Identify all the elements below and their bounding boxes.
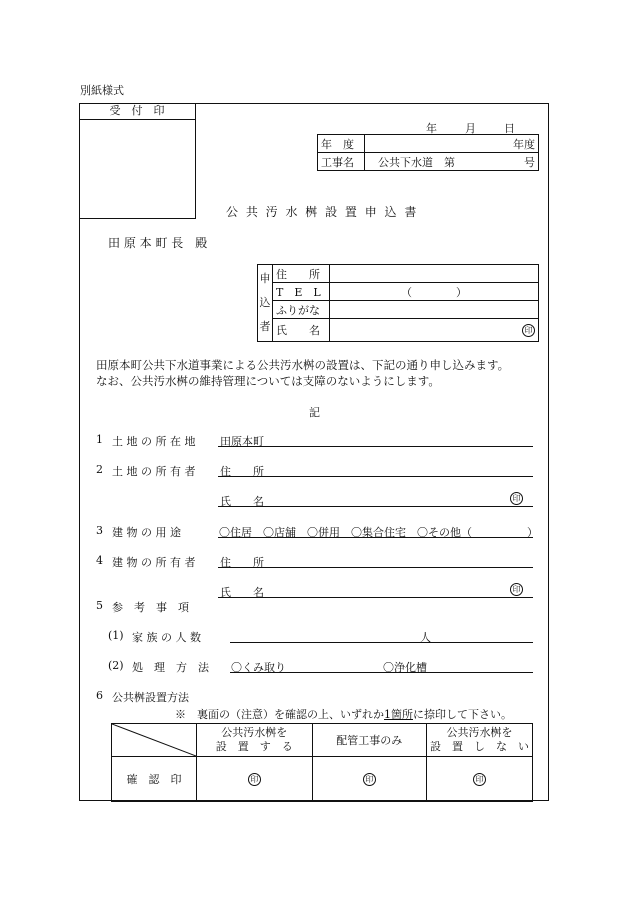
confirm-seal-cell-3[interactable]: [427, 757, 533, 802]
item1-value: 田原本町: [220, 435, 264, 448]
item6-label: 公共桝設置方法: [112, 691, 189, 704]
tel-field[interactable]: （ ）: [330, 283, 539, 301]
furigana-label: ふりがな: [273, 301, 330, 319]
applicant-table: [257, 264, 539, 342]
item5-num: 5: [96, 599, 103, 612]
item3-num: 3: [96, 524, 103, 537]
item2-address-label: 住 所: [220, 465, 264, 478]
address-field[interactable]: [330, 265, 539, 283]
header-table: [317, 134, 539, 171]
seal-icon: 印: [510, 492, 523, 505]
item5-2-num: (2): [108, 659, 124, 672]
item2-name-label: 氏 名: [220, 495, 264, 508]
item5-1-unit: 人: [420, 631, 431, 644]
page-title: 公 共 汚 水 桝 設 置 申 込 書: [226, 205, 419, 219]
item3-underline: [218, 537, 533, 538]
seal-icon: 印: [473, 773, 486, 786]
item1-underline[interactable]: [218, 446, 533, 447]
item1-label: 土 地 の 所 在 地: [112, 435, 196, 448]
col3-line2: 設 置 し な い: [430, 740, 529, 753]
side-char-3: 者: [259, 320, 271, 333]
note-line: [175, 706, 512, 722]
item5-label: 参 考 事 項: [112, 601, 189, 614]
tel-label: T E L: [273, 283, 330, 301]
item4-address-label: 住 所: [220, 556, 264, 569]
item4-address-field[interactable]: [218, 567, 533, 568]
confirm-table: [111, 723, 533, 802]
confirm-corner-cell: [112, 724, 197, 757]
seal-icon: 印: [363, 773, 376, 786]
item2-address-field[interactable]: [218, 476, 533, 477]
note-underlined: 1箇所: [384, 708, 413, 721]
item5-1-field[interactable]: [230, 642, 533, 643]
note-prefix: ※ 裏面の（注意）を確認の上、いずれか: [175, 708, 384, 721]
koji-suffix: 号: [524, 155, 535, 169]
furigana-field[interactable]: [330, 301, 539, 319]
koji-cell[interactable]: [365, 153, 539, 171]
reception-label: 受 付 印: [79, 103, 195, 120]
item6-num: 6: [96, 689, 103, 702]
address-label: 住 所: [273, 265, 330, 283]
seal-icon: 印: [510, 583, 523, 596]
intro-line-2: なお、公共汚水桝の維持管理については支障のないようにします。: [96, 374, 440, 388]
item5-2-underline: [230, 672, 533, 673]
item2-name-field[interactable]: [218, 506, 533, 507]
item3-label: 建 物 の 用 途: [112, 526, 181, 539]
item2-label: 土 地 の 所 有 者: [112, 465, 196, 478]
item4-name-field[interactable]: [218, 597, 533, 598]
confirm-seal-cell-1[interactable]: [197, 757, 313, 802]
item5-2-option-1[interactable]: 〇くみ取り: [231, 661, 286, 674]
item5-1-num: (1): [108, 629, 124, 642]
koji-value: 公共下水道 第: [378, 155, 455, 169]
ki-label: 記: [309, 406, 320, 419]
confirm-col-3: [427, 724, 533, 757]
item1-num: 1: [96, 433, 103, 446]
koji-label: 工事名: [318, 153, 365, 171]
date-line: 年 月 日: [426, 122, 517, 135]
side-char-1: 申: [259, 272, 271, 285]
col3-line1: 公共汚水桝を: [446, 726, 513, 739]
intro-line-1: 田原本町公共下水道事業による公共汚水桝の設置は、下記の通り申し込みます。: [96, 358, 510, 372]
note-suffix: に捺印して下さい。: [413, 708, 512, 721]
side-char-2: 込: [259, 296, 271, 309]
item2-num: 2: [96, 463, 103, 476]
col1-line2: 設 置 す る: [215, 740, 293, 753]
form-label: 別紙様式: [80, 84, 124, 97]
diagonal-line: [112, 724, 196, 756]
confirm-col-2: 配管工事のみ: [312, 724, 426, 757]
item5-2-label: 処 理 方 法: [132, 661, 209, 674]
seal-icon: 印: [248, 773, 261, 786]
addressee: 田 原 本 町 長 殿: [108, 236, 208, 250]
item4-num: 4: [96, 554, 103, 567]
nendo-label: 年 度: [318, 135, 365, 153]
applicant-side-label: [258, 265, 273, 342]
nendo-value[interactable]: 年度: [365, 135, 539, 153]
item5-2-option-2[interactable]: 〇浄化槽: [383, 661, 427, 674]
confirm-col-1: [197, 724, 313, 757]
confirm-seal-cell-2[interactable]: [312, 757, 426, 802]
item4-label: 建 物 の 所 有 者: [112, 556, 196, 569]
item3-options[interactable]: 〇住居 〇店舗 〇併用 〇集合住宅 〇その他（ ）: [219, 526, 538, 539]
name-field[interactable]: [330, 319, 539, 342]
confirm-row-label: 確 認 印: [112, 757, 197, 802]
item5-1-label: 家 族 の 人 数: [132, 631, 201, 644]
reception-stamp-box: [79, 103, 196, 219]
seal-icon: 印: [522, 324, 535, 337]
name-label: 氏 名: [273, 319, 330, 342]
item4-name-label: 氏 名: [220, 586, 264, 599]
col1-line1: 公共汚水桝を: [221, 726, 288, 739]
